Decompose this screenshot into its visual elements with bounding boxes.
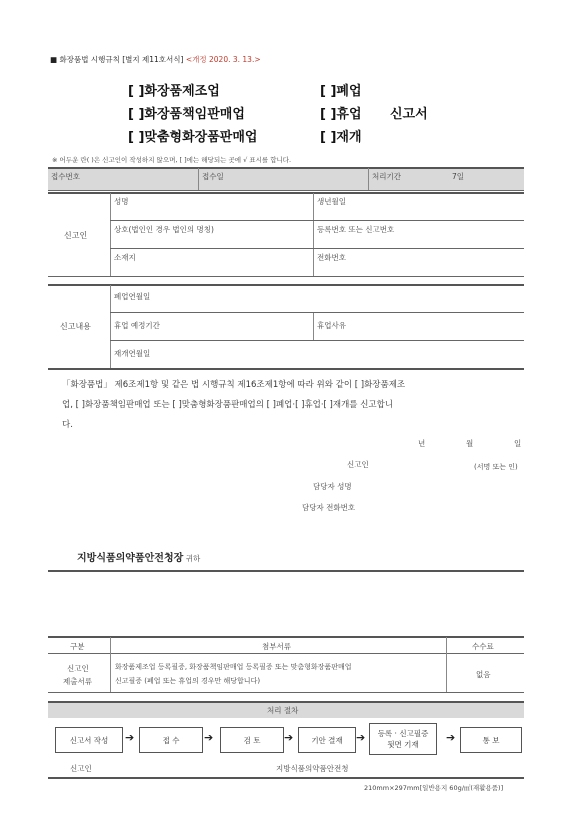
phone-field[interactable]: 전화번호	[317, 253, 346, 262]
form-header	[50, 54, 261, 65]
suspension-period-field[interactable]: 휴업 예정기간	[114, 321, 160, 330]
step-label: 통 보	[482, 735, 500, 745]
rule-content-row1	[110, 312, 524, 313]
registration-number-field[interactable]: 등록번호 또는 신고번호	[317, 225, 395, 234]
step-label: 기안 결재	[311, 735, 343, 745]
step-write-form	[55, 727, 123, 753]
company-name-field[interactable]: 상호(법인인 경우 법인의 명칭)	[114, 225, 214, 234]
date-day[interactable]: 일	[514, 439, 522, 448]
title-option-resumption[interactable]: [ ]재개	[320, 130, 362, 145]
arrow-right-icon: ➔	[204, 731, 214, 744]
rule-receipt-div1	[198, 168, 199, 190]
statement-line-3: 다.	[62, 420, 73, 430]
staff-phone-label: 담당자 전화번호	[302, 503, 356, 512]
docs-row-label-1: 신고인	[67, 664, 89, 673]
staff-name-label: 담당자 성명	[313, 482, 352, 491]
sign-or-seal-hint[interactable]: (서명 또는 인)	[474, 463, 518, 471]
rule-content-bottom	[48, 368, 524, 370]
law-reference: 화장품법 시행규칙 [별지 제11호서식]	[59, 55, 184, 64]
rule-top	[48, 167, 524, 169]
bullet-icon: ■	[50, 55, 58, 64]
title-option-responsible-seller[interactable]: [ ]화장품책임판매업	[128, 107, 245, 122]
step-review	[220, 727, 284, 753]
receipt-number-label: 접수번호	[51, 172, 80, 181]
step-approval	[298, 727, 356, 753]
procedure-actor-applicant: 신고인	[70, 764, 92, 773]
rule-applicant-left	[110, 193, 111, 276]
rule-receipt-bottom	[48, 190, 524, 191]
rule-procedure-bottom	[48, 777, 524, 779]
rule-applicant-mid	[313, 193, 314, 276]
rule-content-top	[48, 284, 524, 286]
resumption-date-field[interactable]: 재개연월일	[114, 349, 151, 358]
rule-content-mid	[313, 312, 314, 340]
docs-row-text-2: 신고필증 (폐업 또는 휴업의 경우만 해당합니다)	[115, 677, 261, 685]
statement-line-2: 업, [ ]화장품책임판매업 또는 [ ]맞춤형화장품판매업의 [ ]폐업·[ ]휴업·[ ]재개를 신고합니	[62, 400, 394, 410]
applicant-birth-field[interactable]: 생년월일	[317, 197, 346, 206]
rule-docs-div1	[110, 637, 111, 692]
docs-fee-value: 없음	[476, 670, 491, 679]
rule-recipient	[48, 570, 524, 572]
docs-header-attachments: 첨부서류	[262, 642, 291, 651]
recipient-name: 지방식품의약품안전청장	[77, 553, 184, 564]
title-option-manufacturer[interactable]: [ ]화장품제조업	[128, 84, 220, 99]
step-label: 뒷면 기재	[387, 740, 419, 749]
title-option-custom-seller[interactable]: [ ]맞춤형화장품판매업	[128, 130, 258, 145]
rule-content-row2	[110, 340, 524, 341]
rule-docs-top	[48, 636, 524, 638]
procedure-actor-agency: 지방식품의약품안전청	[276, 764, 349, 773]
arrow-right-icon: ➔	[125, 731, 135, 744]
statement-line-1: 「화장품법」 제6조제1항 및 같은 법 시행규칙 제16조제1항에 따라 위와 같이 [ ]화장품제조	[62, 380, 406, 390]
suspension-reason-field[interactable]: 휴업사유	[317, 321, 346, 330]
arrow-right-icon: ➔	[284, 731, 294, 744]
docs-row-label-2: 제출서류	[63, 677, 92, 686]
arrow-right-icon: ➔	[356, 731, 366, 744]
docs-header-fee: 수수료	[472, 642, 494, 651]
applicant-name-field[interactable]: 성명	[114, 197, 129, 206]
address-field[interactable]: 소재지	[114, 253, 136, 262]
rule-applicant-bottom	[48, 276, 524, 277]
processing-period-value: 7일	[452, 172, 465, 181]
recipient	[77, 549, 200, 564]
signature-applicant-label: 신고인	[347, 460, 369, 469]
title-option-closure[interactable]: [ ]폐업	[320, 84, 362, 99]
rule-procedure-top	[48, 701, 524, 703]
date-month[interactable]: 월	[466, 439, 474, 448]
rule-docs-bottom	[48, 692, 524, 693]
procedure-title: 처리 절차	[267, 706, 299, 715]
arrow-right-icon: ➔	[446, 731, 456, 744]
applicant-section-label: 신고인	[64, 231, 88, 240]
step-receipt	[139, 727, 203, 753]
step-label: 검 토	[243, 735, 261, 745]
closure-date-field[interactable]: 폐업연월일	[114, 292, 151, 301]
docs-row-text-1: 화장품제조업 등록필증, 화장품책임판매업 등록필증 또는 맞춤형화장품판매업	[115, 663, 352, 671]
docs-header-category: 구분	[70, 642, 85, 651]
processing-period-label: 처리기간	[372, 172, 401, 181]
step-record-certificate	[369, 723, 437, 755]
receipt-date-label: 접수일	[202, 172, 224, 181]
date-year[interactable]: 년	[418, 439, 426, 448]
step-notify	[460, 727, 522, 753]
amendment-date: <개정 2020. 3. 13.>	[185, 55, 261, 64]
step-label: 접 수	[162, 735, 180, 745]
rule-docs-header	[48, 653, 524, 654]
step-label: 등록 · 신고필증	[377, 729, 429, 738]
instruction-note: ※ 어두운 란( )은 신고인이 작성하지 않으며, [ ]에는 해당되는 곳에 √ 표시를 합니다.	[52, 156, 292, 164]
rule-applicant-top	[48, 192, 524, 194]
rule-receipt-div2	[368, 168, 369, 190]
content-section-label: 신고내용	[60, 322, 91, 331]
step-label: 신고서 작성	[69, 735, 109, 745]
paper-spec-footer: 210mm×297mm[일반용지 60g/㎡(재활용품)]	[364, 784, 504, 792]
rule-applicant-row1	[110, 220, 524, 221]
document-name: 신고서	[390, 107, 428, 122]
recipient-suffix: 귀하	[185, 554, 201, 563]
title-option-suspension[interactable]: [ ]휴업	[320, 107, 362, 122]
rule-docs-div2	[446, 637, 447, 692]
rule-content-left	[110, 285, 111, 369]
rule-applicant-row2	[110, 248, 524, 249]
